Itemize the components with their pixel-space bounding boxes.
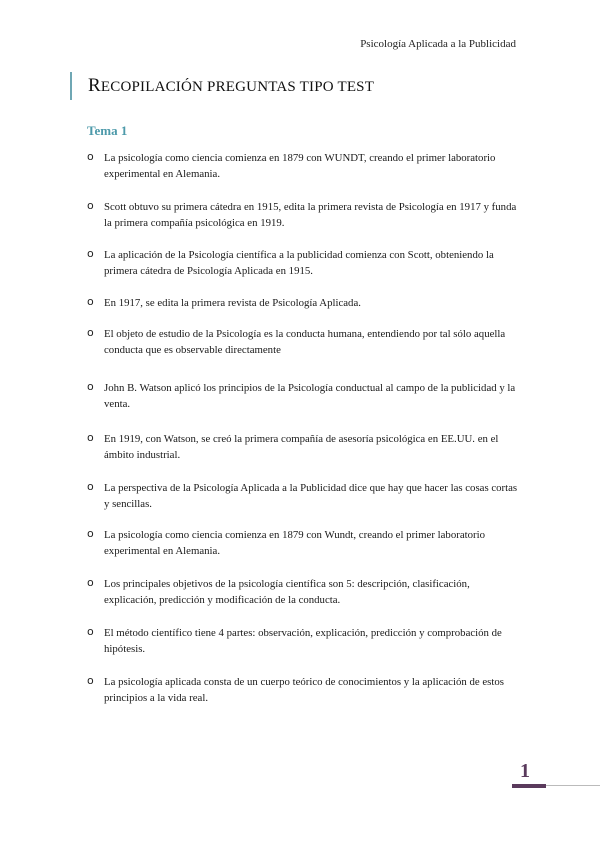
page-number-bar [512,784,546,788]
list-item-text: Scott obtuvo su primera cátedra en 1915, edita la primera revista de Psicología en 1917 y funda la primera compañía psicológica en 1919. [104,201,517,229]
section-heading: Tema 1 [87,123,128,138]
bullet-icon: o [87,326,94,339]
bullet-icon: o [87,295,94,308]
bullet-icon: o [87,625,94,638]
title-rest: ECOPILACIÓN PREGUNTAS TIPO TEST [100,79,375,95]
list-item-text: Los principales objetivos de la psicología científica son 5: descripción, clasificación, explicación, predicción y modificación de la conducta. [104,578,470,606]
list-item-text: John B. Watson aplicó los principios de la Psicología conductual al campo de la publicidad y la venta. [104,382,516,410]
list-item-text: La psicología aplicada consta de un cuerpo teórico de conocimientos y la aplicación de estos principios a la vida real. [104,676,504,704]
list-item-text: La psicología como ciencia comienza en 1879 con WUNDT, creando el primer laboratorio experimental en Alemania. [104,152,496,180]
bullet-icon: o [87,576,94,589]
page-title [88,75,374,97]
bullet-icon: o [87,431,94,444]
list-item-text: El método científico tiene 4 partes: observación, explicación, predicción y comprobación de hipótesis. [104,627,502,655]
running-header: Psicología Aplicada a la Publicidad [360,38,516,50]
bullet-icon: o [87,199,94,212]
list-item-text: En 1917, se edita la primera revista de Psicología Aplicada. [104,297,361,309]
list-item-text: En 1919, con Watson, se creó la primera compañía de asesoría psicológica en EE.UU. en el ámbito industrial. [104,433,499,461]
list-item-text: El objeto de estudio de la Psicología es la conducta humana, entendiendo por tal sólo aquella conducta que es observable directamente [104,328,506,356]
bullet-icon: o [87,674,94,687]
title-initial: R [88,75,101,96]
list-item-text: La perspectiva de la Psicología Aplicada a la Publicidad dice que hay que hacer las cosas cortas y sencillas. [104,482,518,510]
bullet-icon: o [87,380,94,393]
bullet-icon: o [87,527,94,540]
bullet-icon: o [87,247,94,260]
footer-rule [546,785,600,786]
page-number: 1 [520,760,530,782]
list-item-text: La psicología como ciencia comienza en 1879 con Wundt, creando el primer laboratorio experimental en Alemania. [104,529,486,557]
bullet-icon: o [87,150,94,163]
title-block [70,72,374,100]
list-item-text: La aplicación de la Psicología científica a la publicidad comienza con Scott, obteniendo la primera cátedra de Psicología Aplicada en 1915. [104,249,494,277]
bullet-icon: o [87,480,94,493]
